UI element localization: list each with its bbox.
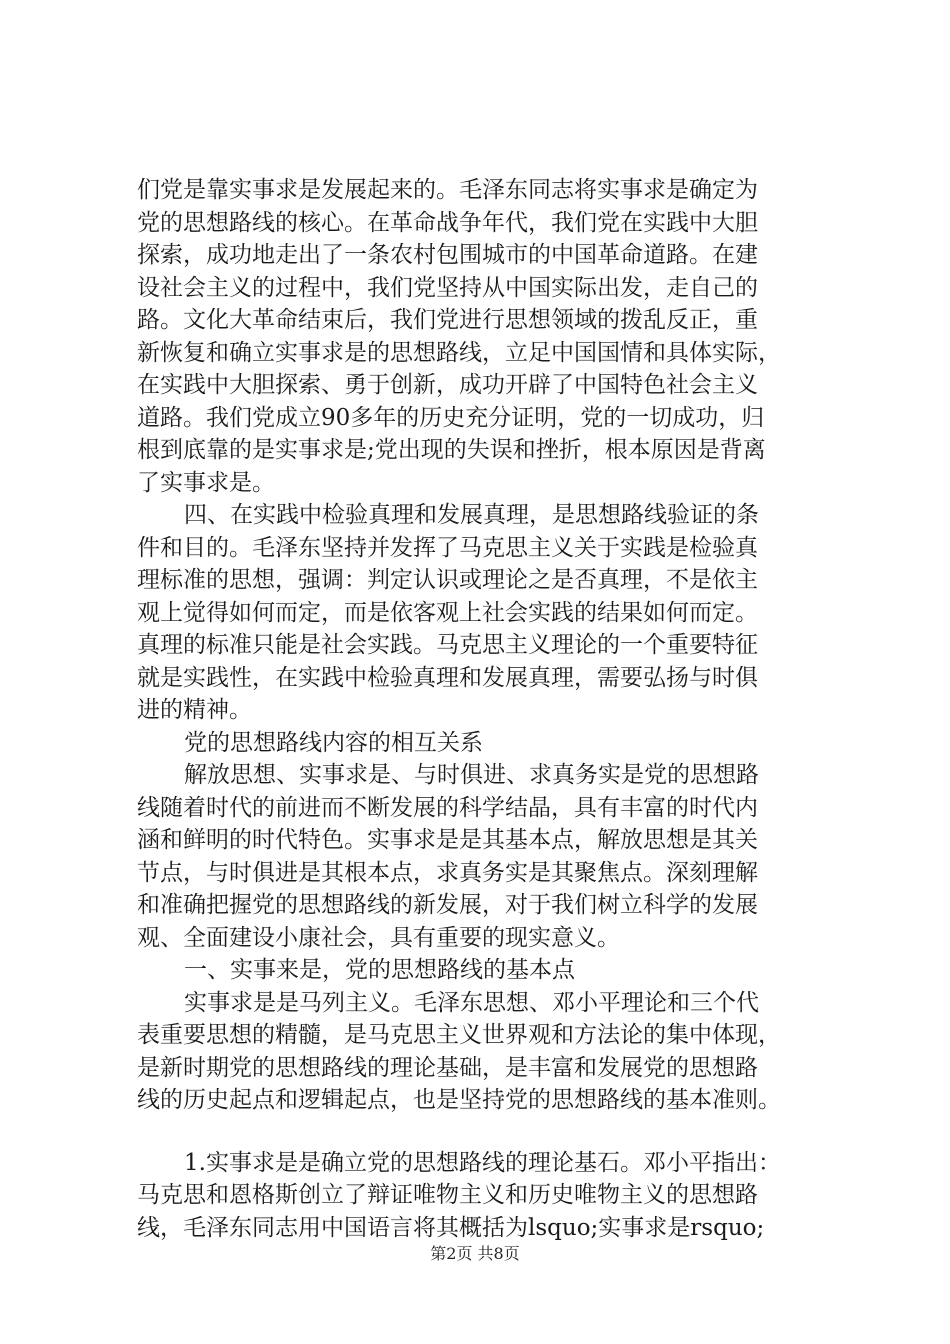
text-line: 理标准的思想，强调：判定认识或理论之是否真理，不是依主 (137, 567, 758, 593)
text-line: 探索，成功地走出了一条农村包围城市的中国革命道路。在建 (137, 242, 758, 268)
text-line: 设社会主义的过程中，我们党坚持从中国实际出发，走自己的 (137, 274, 758, 301)
text-line: 们党是靠实事求是发展起来的。毛泽东同志将实事求是确定为 (137, 177, 758, 203)
text-line: 线，毛泽东同志用中国语言将其概括为lsquo;实事求是rsquo; (137, 1214, 765, 1241)
text-line: 和准确把握党的思想路线的新发展，对于我们树立科学的发展 (137, 892, 758, 918)
text-line: 路。文化大革命结束后，我们党进行思想领域的拨乱反正，重 (137, 307, 758, 333)
text-line: 就是实践性，在实践中检验真理和发展真理，需要弘扬与时俱 (137, 664, 758, 691)
text-line: 道路。我们党成立90多年的历史充分证明，党的一切成功，归 (137, 404, 765, 431)
text-line: 根到底靠的是实事求是;党出现的失误和挫折，根本原因是背离 (137, 437, 766, 463)
text-line: 观上觉得如何而定，而是依客观上社会实践的结果如何而定。 (137, 599, 758, 626)
paragraph-start-line: 实事求是是马列主义。毛泽东思想、邓小平理论和三个代 (184, 989, 759, 1016)
text-line: 进的精神。 (137, 697, 252, 723)
text-line: 马克思和恩格斯创立了辩证唯物主义和历史唯物主义的思想路 (137, 1182, 758, 1208)
text-line: 新恢复和确立实事求是的思想路线，立足中国国情和具体实际， (137, 339, 781, 366)
text-line: 党的思想路线的核心。在革命战争年代，我们党在实践中大胆 (137, 209, 758, 236)
text-line: 件和目的。毛泽东坚持并发挥了马克思主义关于实践是检验真 (137, 534, 758, 561)
document-body (137, 174, 852, 1244)
paragraph-start-line: 1.实事求是是确立党的思想路线的理论基石。邓小平指出： (184, 1149, 781, 1176)
text-line: 在实践中大胆探索、勇于创新，成功开辟了中国特色社会主义 (137, 372, 758, 398)
text-line: 观、全面建设小康社会，具有重要的现实意义。 (137, 924, 620, 951)
section-heading: 一、实事来是，党的思想路线的基本点 (184, 957, 575, 983)
page-number-footer: 第2页 共8页 (430, 1244, 520, 1263)
section-heading: 党的思想路线内容的相互关系 (184, 729, 483, 756)
text-line: 真理的标准只能是社会实践。马克思主义理论的一个重要特征 (137, 632, 758, 658)
text-line: 节点，与时俱进是其根本点，求真务实是其聚焦点。深刻理解 (137, 859, 758, 886)
text-line: 线随着时代的前进而不断发展的科学结晶，具有丰富的时代内 (137, 794, 758, 821)
paragraph-start-line: 四、在实践中检验真理和发展真理，是思想路线验证的条 (184, 502, 759, 528)
text-line: 了实事求是。 (137, 469, 275, 496)
paragraph-start-line: 解放思想、实事求是、与时俱进、求真务实是党的思想路 (184, 762, 759, 788)
paragraph-gap (137, 1117, 852, 1147)
text-line: 涵和鲜明的时代特色。实事求是是其基本点，解放思想是其关 (137, 827, 758, 853)
text-line: 是新时期党的思想路线的理论基础，是丰富和发展党的思想路 (137, 1054, 758, 1081)
text-line: 线的历史起点和逻辑起点，也是坚持党的思想路线的基本准则。 (137, 1087, 781, 1113)
text-line: 表重要思想的精髓，是马克思主义世界观和方法论的集中体现， (137, 1022, 781, 1048)
